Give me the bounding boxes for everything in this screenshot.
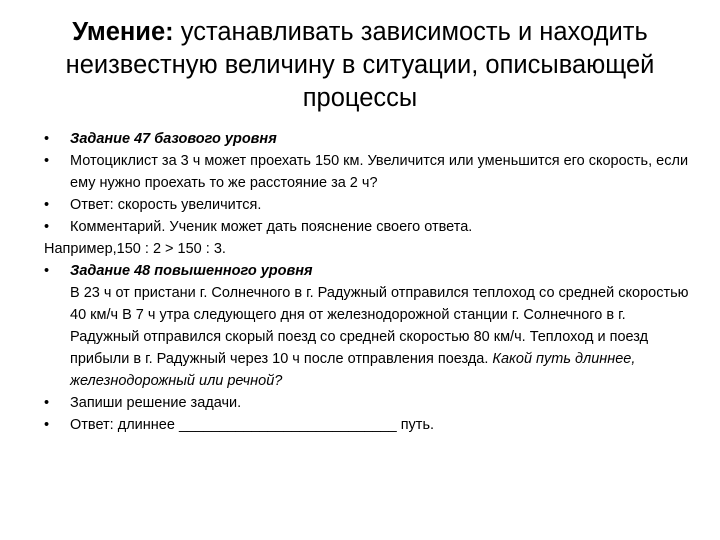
bullet: • [44, 153, 50, 169]
problem48-text: В 23 ч от пристани г. Солнечного в г. Радужный отправился теплоход со средней скоростью 40 км/ч В 7 ч утра следующего дня от железнодорожной станции г. Солнечного в г. Радужный отправился скорый поезд со средней скоростью 80 км/ч. Теплоход и поезд прибыли в г. Радужный через 10 ч после отправления поезда. [70, 285, 689, 367]
bullet: • [44, 395, 50, 411]
example47-line [44, 238, 694, 260]
answer48-suffix: путь. [396, 417, 435, 433]
answer48-prefix: Ответ: длиннее [70, 417, 179, 433]
task47-heading: Задание 47 базового уровня [70, 131, 277, 147]
bullet: • [44, 197, 50, 213]
list-item-answer47 [44, 194, 694, 216]
task48-heading: Задание 48 повышенного уровня [70, 263, 313, 279]
answer47-text: Ответ: скорость увеличится. [70, 197, 262, 213]
bullet: • [44, 131, 50, 147]
bullet: • [44, 219, 50, 235]
problem47-text: Мотоциклист за 3 ч может проехать 150 км. Увеличится или уменьшится его скорость, если ему нужно проехать то же расстояние за 2 ч? [70, 153, 689, 191]
instruction48-text: Запиши решение задачи. [70, 395, 242, 411]
problem48-question: Какой путь длиннее, железнодорожный или речной? [70, 351, 636, 389]
example47-text: Например,150 : 2 > 150 : 3. [44, 241, 226, 257]
list-item-comment47 [44, 216, 694, 238]
answer48-blank: ___________________________ [178, 417, 397, 433]
list-item-instruction48 [44, 392, 694, 414]
comment47-text: Комментарий. Ученик может дать пояснение своего ответа. [70, 219, 473, 235]
problem48-paragraph [44, 282, 694, 392]
bullet: • [44, 417, 50, 433]
list-item-task48 [44, 260, 694, 282]
title-bold-part: Умение: [72, 18, 174, 46]
list-item-problem47 [44, 150, 694, 194]
bullet: • [44, 263, 50, 279]
list-item-task47 [44, 128, 694, 150]
slide-title [60, 16, 660, 115]
list-item-answer48 [44, 414, 694, 436]
title-rest: устанавливать зависимость и находить неизвестную величину в ситуации, описывающей процессы [65, 18, 655, 112]
slide-content [44, 128, 694, 436]
